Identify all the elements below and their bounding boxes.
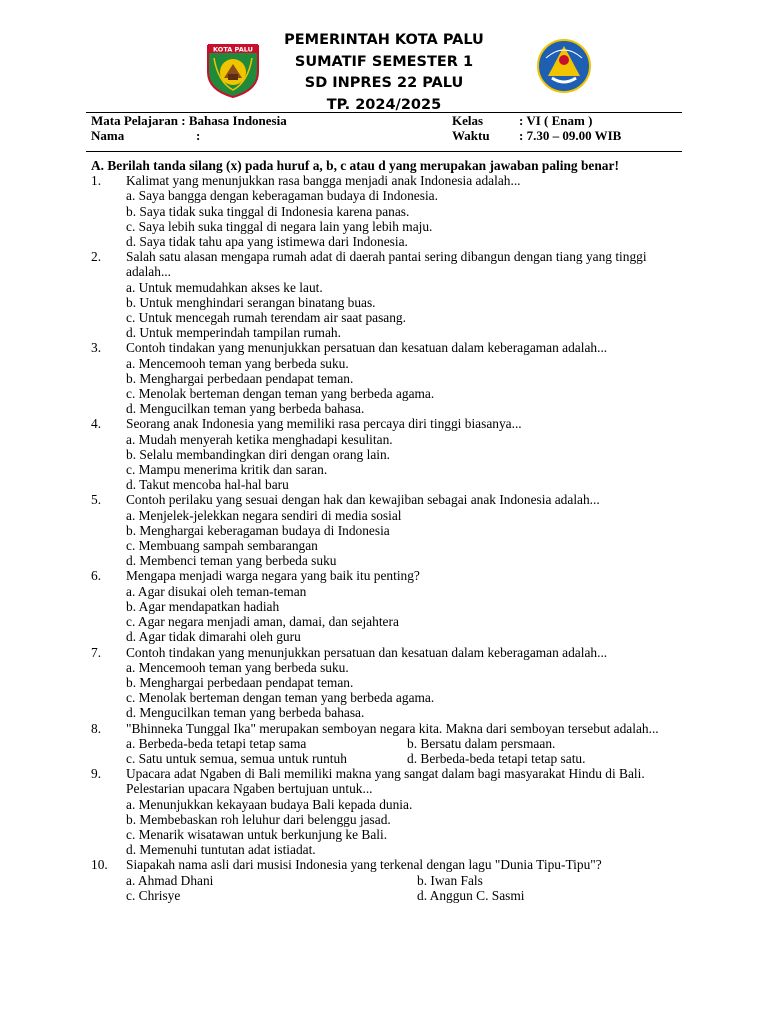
header-divider-bottom	[86, 151, 682, 152]
option-b: b. Membebaskan roh leluhur dari belenggu jasad.	[126, 811, 391, 827]
option-b: b. Agar mendapatkan hadiah	[126, 598, 280, 614]
header-line-3: SD INPRES 22 PALU	[304, 75, 464, 91]
question-text: Kalimat yang menunjukkan rasa bangga menjadi anak Indonesia adalah...	[126, 173, 521, 189]
option-c: c. Menolak berteman dengan teman yang berbeda agama.	[126, 386, 435, 402]
question-text: Upacara adat Ngaben di Bali memiliki makna yang sangat dalam bagi masyarakat Hindu di Bali. Pelestarian upacara Ngaben bertujuan untuk...	[126, 766, 645, 797]
option-a: a. Mencemooh teman yang berbeda suku.	[126, 659, 349, 675]
option-a: a. Ahmad Dhani	[126, 872, 214, 888]
option-a: a. Agar disukai oleh teman-teman	[126, 583, 307, 599]
option-c: c. Chrisye	[126, 887, 181, 903]
option-b: b. Untuk menghindari serangan binatang buas.	[126, 294, 376, 310]
question-item	[91, 568, 691, 583]
option-c: c. Menarik wisatawan untuk berkunjung ke Bali.	[126, 826, 388, 842]
question-number: 8.	[91, 720, 102, 736]
option-a: a. Mencemooh teman yang berbeda suku.	[126, 355, 349, 371]
option-d: d. Agar tidak dimarahi oleh guru	[126, 629, 301, 645]
option-c: c. Mampu menerima kritik dan saran.	[126, 462, 328, 478]
option-c: c. Membuang sampah sembarangan	[126, 538, 318, 554]
option-b: b. Bersatu dalam persmaan.	[407, 735, 556, 751]
option-d: d. Anggun C. Sasmi	[417, 887, 525, 903]
option-row	[91, 888, 691, 903]
question-number: 10.	[91, 857, 108, 873]
option-d: d. Untuk memperindah tampilan rumah.	[126, 325, 341, 341]
question-item	[91, 173, 691, 188]
question-number: 1.	[91, 173, 102, 189]
question-number: 4.	[91, 416, 102, 432]
time-label: Waktu	[452, 127, 490, 143]
option-d: d. Mengucilkan teman yang berbeda bahasa.	[126, 705, 365, 721]
question-item	[91, 492, 691, 507]
question-number: 2.	[91, 249, 102, 265]
question-item	[91, 249, 691, 279]
option-a: a. Untuk memudahkan akses ke laut.	[126, 279, 323, 295]
question-section	[91, 158, 691, 903]
option-b: b. Menghargai perbedaan pendapat teman.	[126, 674, 354, 690]
option-b: b. Iwan Fals	[417, 872, 483, 888]
question-text: Contoh tindakan yang menunjukkan persatuan dan kesatuan dalam keberagaman adalah...	[126, 340, 608, 356]
option-a: a. Saya bangga dengan keberagaman budaya di Indonesia.	[126, 188, 438, 204]
header-line-1: PEMERINTAH KOTA PALU	[284, 32, 484, 48]
option-c: c. Satu untuk semua, semua untuk runtuh	[126, 750, 347, 766]
option-a: a. Berbeda-beda tetapi tetap sama	[126, 735, 307, 751]
option-c: c. Menolak berteman dengan teman yang berbeda agama.	[126, 690, 435, 706]
question-number: 3.	[91, 340, 102, 356]
question-text: Salah satu alasan mengapa rumah adat di daerah pantai sering dibangun dengan tiang yang tinggi adalah...	[126, 249, 647, 280]
option-row	[91, 736, 691, 751]
exam-meta	[91, 114, 681, 143]
subject-label: Mata Pelajaran : Bahasa Indonesia	[91, 113, 287, 128]
option-row	[91, 873, 691, 888]
option-a: a. Menunjukkan kekayaan budaya Bali kepada dunia.	[126, 796, 413, 812]
question-item	[91, 340, 691, 355]
question-item	[91, 721, 691, 736]
option-b: b. Menghargai keberagaman budaya di Indonesia	[126, 522, 390, 538]
option-b: b. Saya tidak suka tinggal di Indonesia karena panas.	[126, 203, 410, 219]
question-text: Mengapa menjadi warga negara yang baik itu penting?	[126, 568, 420, 584]
document-header	[220, 30, 548, 116]
option-b: b. Menghargai perbedaan pendapat teman.	[126, 370, 354, 386]
kota-palu-logo-text: KOTA PALU	[213, 45, 253, 54]
header-line-4: TP. 2024/2025	[326, 96, 442, 113]
question-text: Contoh perilaku yang sesuai dengan hak dan kewajiban sebagai anak Indonesia adalah...	[126, 492, 600, 508]
option-c: c. Untuk mencegah rumah terendam air saat pasang.	[126, 310, 406, 326]
question-item	[91, 857, 691, 872]
question-item	[91, 645, 691, 660]
option-b: b. Selalu membandingkan diri dengan orang lain.	[126, 446, 391, 462]
option-d: d. Memenuhi tuntutan adat istiadat.	[126, 842, 316, 858]
option-d: d. Saya tidak tahu apa yang istimewa dari Indonesia.	[126, 234, 408, 250]
question-number: 5.	[91, 492, 102, 508]
question-item	[91, 766, 691, 796]
name-label: Nama	[91, 127, 125, 143]
instruction-text: A. Berilah tanda silang (x) pada huruf a, b, c atau d yang merupakan jawaban paling benar!	[91, 158, 619, 173]
option-a: a. Mudah menyerah ketika menghadapi kesulitan.	[126, 431, 393, 447]
question-item	[91, 416, 691, 431]
time-value: : 7.30 – 09.00 WIB	[519, 127, 622, 143]
question-text: Contoh tindakan yang menunjukkan persatuan dan kesatuan dalam keberagaman adalah...	[126, 644, 608, 660]
question-number: 9.	[91, 766, 102, 782]
header-line-2: SUMATIF SEMESTER 1	[294, 53, 474, 70]
option-a: a. Menjelek-jelekkan negara sendiri di media sosial	[126, 507, 402, 523]
question-text: Siapakah nama asli dari musisi Indonesia yang terkenal dengan lagu "Dunia Tipu-Tipu"?	[126, 857, 602, 873]
option-d: d. Takut mencoba hal-hal baru	[126, 477, 289, 493]
question-text: Seorang anak Indonesia yang memiliki rasa percaya diri tinggi biasanya...	[126, 416, 522, 432]
option-d: d. Berbeda-beda tetapi tetap satu.	[407, 750, 586, 766]
question-number: 6.	[91, 568, 102, 584]
class-label: Kelas	[452, 113, 484, 128]
option-c: c. Saya lebih suka tinggal di negara lain yang lebih maju.	[126, 218, 433, 234]
option-c: c. Agar negara menjadi aman, damai, dan sejahtera	[126, 614, 399, 630]
option-row	[91, 751, 691, 766]
name-colon: :	[196, 127, 201, 143]
option-d: d. Membenci teman yang berbeda suku	[126, 553, 337, 569]
class-value: : VI ( Enam )	[519, 113, 593, 128]
question-number: 7.	[91, 644, 102, 660]
question-text: "Bhinneka Tunggal Ika" merupakan semboyan negara kita. Makna dari semboyan tersebut adalah...	[126, 720, 659, 736]
option-d: d. Mengucilkan teman yang berbeda bahasa.	[126, 401, 365, 417]
